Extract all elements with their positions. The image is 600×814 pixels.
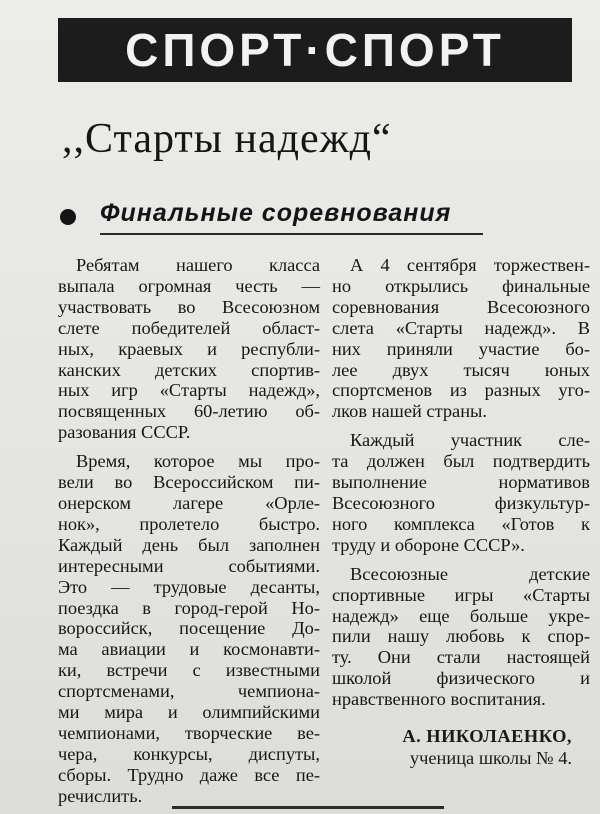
text-line: спортсменов из разных уго- [332,380,590,401]
text-line: сборы. Трудно даже все пе- [58,764,320,785]
text-line: Всесоюзные детские [350,563,590,584]
text-line: вороссийск, посещение До- [58,618,320,639]
author-name: А. НИКОЛАЕНКО, [402,726,572,746]
right-text-column [332,255,590,710]
section-banner-text: СПОРТ·СПОРТ [125,24,505,76]
text-line: них приняли участие бо- [332,338,590,359]
text-line: но открылись финальные [332,275,590,296]
text-line: слета «Старты надежд». В [332,317,590,338]
text-line: онерском лагере «Орле- [58,492,320,513]
text-line: А 4 сентября торжествен- [350,255,590,275]
bottom-divider [172,806,444,809]
text-line: Каждый участник сле- [350,430,590,451]
article-signature [332,725,572,769]
text-line: вели во Всероссийском пи- [58,472,320,493]
text-line: надежд» еще больше укре- [332,605,590,626]
text-line: соревнования Всесоюзного [332,296,590,317]
text-line: лков нашей страны. [332,401,487,422]
text-line: спортсменами, чемпиона- [58,681,320,702]
paragraph-gap [332,422,590,430]
text-line: та должен был подтвердить [332,451,590,472]
text-line: Ребятам нашего класса [76,255,320,275]
text-line: ных, краевых и республи- [58,338,320,359]
text-line: слете победителей област- [58,317,320,338]
text-line: ту. Они стали настоящей [332,647,590,668]
paragraph-gap [332,556,590,564]
text-line: Время, которое мы про- [76,451,320,472]
article-subheadline: Финальные соревнования [100,199,452,227]
text-line: ми мира и олимпийскими [58,702,320,723]
article-headline: ,,Старты надежд“ [62,116,392,162]
author-role: ученица школы № 4. [409,748,572,768]
text-line: Это — трудовые десанты, [58,576,320,597]
text-line: Каждый день был заполнен [58,534,320,555]
article-paragraph [332,430,590,555]
text-line: чера, конкурсы, диспуты, [58,743,320,764]
article-paragraph [58,451,320,806]
text-line: чемпионами, творческие ве- [58,722,320,743]
article-paragraph [58,255,320,443]
text-line: нравственного воспитания. [332,689,546,710]
text-line: ных игр «Старты надежд», [58,380,320,401]
text-line: ма авиации и космонавти- [58,639,320,660]
text-line: нок», пролетело быстро. [58,513,320,534]
text-line: речислить. [58,785,143,806]
text-line: лее двух тысяч юных [332,359,590,380]
text-line: выпала огромная честь — [58,275,320,296]
section-banner [58,18,572,82]
article-paragraph [332,564,590,710]
paragraph-gap [58,443,320,451]
text-line: выполнение нормативов [332,472,590,493]
text-line: канских детских спортив- [58,359,320,380]
article-paragraph [332,255,590,422]
text-line: интересными событиями. [58,555,320,576]
text-line: спортивные игры «Старты [332,584,590,605]
bullet-dot-icon [60,209,76,225]
text-line: пили нашу любовь к спор- [332,626,590,647]
text-line: участвовать во Всесоюзном [58,296,320,317]
text-line: труду и обороне СССР». [332,534,525,555]
subheadline-underline [100,233,483,235]
text-line: разования СССР. [58,422,191,443]
text-line: поездка в город-герой Но- [58,597,320,618]
text-line: посвященных 60-летию об- [58,401,320,422]
text-line: Всесоюзного физкультур- [332,492,590,513]
text-line: ки, встречи с известными [58,660,320,681]
text-line: ного комплекса «Готов к [332,513,590,534]
text-line: школой физического и [332,668,590,689]
left-text-column [58,255,320,807]
